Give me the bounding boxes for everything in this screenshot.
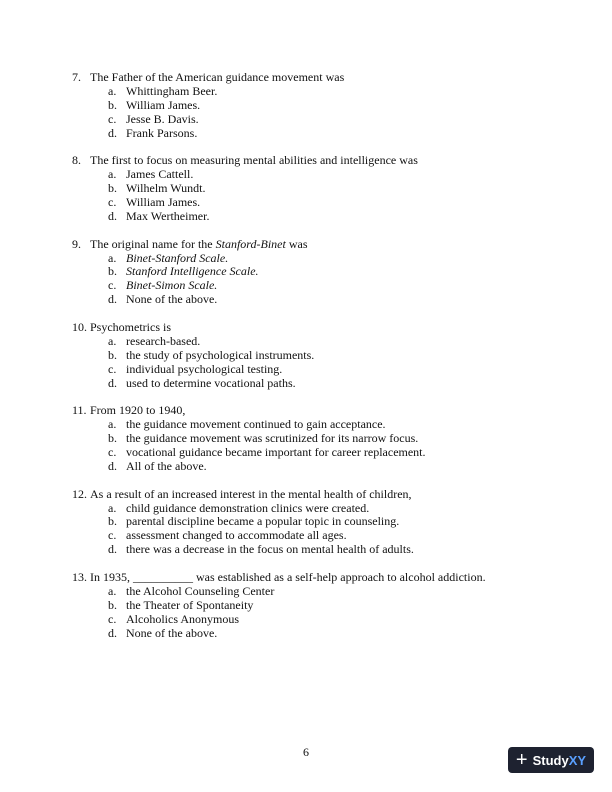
question-stem: 12. As a result of an increased interest in the mental health of children, xyxy=(72,486,412,501)
question-stem: 11. From 1920 to 1940, xyxy=(72,403,186,418)
option-d: d. All of the above. xyxy=(108,458,207,473)
question-number: 12. xyxy=(72,486,87,501)
option-a: a. James Cattell. xyxy=(108,167,194,182)
option-d: d. Max Wertheimer. xyxy=(108,208,210,223)
question-stem: 13. In 1935, __________ was established as a self-help approach to alcohol addiction. xyxy=(72,569,486,584)
option-d: d. Frank Parsons. xyxy=(108,125,198,140)
option-a: a. Whittingham Beer. xyxy=(108,83,218,98)
option-b: b. the Theater of Spontaneity xyxy=(108,597,254,612)
question-stem: 7. The Father of the American guidance movement was xyxy=(72,70,345,84)
option-a: a. the Alcohol Counseling Center xyxy=(108,583,275,598)
question-13 xyxy=(72,571,552,641)
option-c: c. William James. xyxy=(108,195,201,210)
option-a: a. research-based. xyxy=(108,333,201,348)
question-11 xyxy=(72,404,552,474)
option-b: b. William James. xyxy=(108,97,201,112)
option-b: b. Stanford Intelligence Scale. xyxy=(108,264,259,279)
option-a: a. Binet-Stanford Scale. xyxy=(108,250,229,265)
page-number: 6 xyxy=(303,745,309,759)
option-b: b. the guidance movement was scrutinized for its narrow focus. xyxy=(108,431,419,446)
question-number: 11. xyxy=(72,403,87,418)
option-a: a. child guidance demonstration clinics were created. xyxy=(108,500,370,515)
question-8 xyxy=(72,154,552,224)
option-d: d. None of the above. xyxy=(108,292,218,307)
option-b: b. parental discipline became a popular topic in counseling. xyxy=(108,514,400,529)
question-number: 8. xyxy=(72,153,81,168)
option-d: d. there was a decrease in the focus on mental health of adults. xyxy=(108,542,414,557)
option-c: c. assessment changed to accommodate all ages. xyxy=(108,528,347,543)
option-c: c. vocational guidance became important for career replacement. xyxy=(108,445,426,460)
question-stem: 9. The original name for the Stanford-Binet was xyxy=(72,236,308,251)
question-number: 13. xyxy=(72,569,87,584)
question-9 xyxy=(72,238,552,308)
question-number: 10. xyxy=(72,319,87,334)
question-12 xyxy=(72,488,552,558)
question-list xyxy=(72,71,552,654)
question-number: 9. xyxy=(72,236,81,251)
option-c: c. individual psychological testing. xyxy=(108,361,283,376)
option-c: c. Binet-Simon Scale. xyxy=(108,278,218,293)
question-stem: 8. The first to focus on measuring mental abilities and intelligence was xyxy=(72,153,418,168)
question-stem: 10. Psychometrics is xyxy=(72,319,171,334)
option-b: b. Wilhelm Wundt. xyxy=(108,181,206,196)
option-d: d. used to determine vocational paths. xyxy=(108,375,296,390)
option-b: b. the study of psychological instruments. xyxy=(108,347,315,362)
question-7 xyxy=(72,71,552,141)
question-number: 7. xyxy=(72,70,81,84)
option-c: c. Jesse B. Davis. xyxy=(108,111,199,126)
studyxy-badge[interactable] xyxy=(508,747,594,773)
option-c: c. Alcoholics Anonymous xyxy=(108,611,239,626)
question-10 xyxy=(72,321,552,391)
brand-name: StudyXY xyxy=(532,752,587,768)
option-a: a. the guidance movement continued to gain acceptance. xyxy=(108,417,386,432)
option-d: d. None of the above. xyxy=(108,625,218,640)
plus-icon: + xyxy=(515,749,528,771)
